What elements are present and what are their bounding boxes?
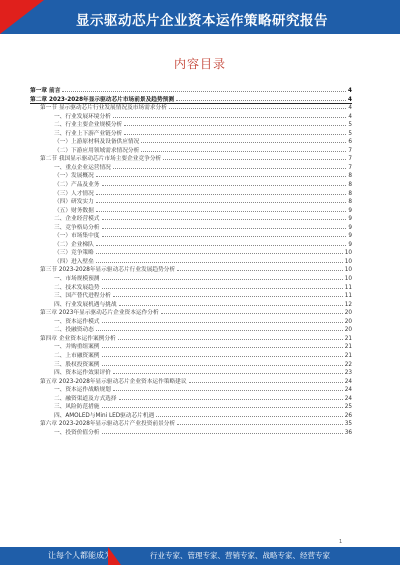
- toc-leader-dots: [113, 390, 343, 391]
- toc-entry-label: 第三节 2023-2028年显示驱动芯片行业发展趋势分析: [40, 267, 176, 274]
- toc-entry-label: 四、AMOLED与Mini LED驱动芯片机遇: [54, 412, 155, 419]
- toc-entry-label: 一、重点企业运营情况: [54, 164, 111, 171]
- toc-entry-label: （三）人才情况: [54, 190, 94, 197]
- table-of-contents: [30, 87, 352, 437]
- toc-entry-page: 9: [348, 207, 352, 214]
- toc-leader-dots: [102, 279, 343, 280]
- toc-leader-dots: [119, 399, 343, 400]
- toc-leader-dots: [102, 288, 343, 289]
- toc-entry-label: 一、行业发展环境分析: [54, 113, 111, 120]
- toc-entry-page: 22: [344, 361, 352, 368]
- toc-entry-label: 二、行业主要企业规模分析: [54, 122, 123, 129]
- toc-entry-page: 21: [344, 335, 352, 342]
- toc-row[interactable]: [30, 198, 352, 207]
- toc-leader-dots: [102, 356, 343, 357]
- toc-leader-dots: [62, 91, 346, 92]
- toc-entry-page: 11: [344, 293, 352, 300]
- toc-entry-page: 10: [344, 258, 352, 265]
- footer-tagline: 行业专家、管理专家、营销专家、战略专家、经营专家: [150, 551, 330, 560]
- toc-entry-page: 7: [348, 156, 352, 163]
- toc-row[interactable]: [30, 412, 352, 421]
- toc-leader-dots: [102, 433, 343, 434]
- toc-row[interactable]: [30, 241, 352, 250]
- toc-entry-label: 四、资本运作效果评价: [54, 370, 111, 377]
- toc-row[interactable]: [30, 361, 352, 370]
- toc-row[interactable]: [30, 190, 352, 199]
- toc-entry-label: 三、竞争格局分析: [54, 224, 100, 231]
- toc-heading: 内容目录: [173, 57, 226, 71]
- toc-entry-page: 4: [348, 113, 352, 120]
- toc-leader-dots: [118, 339, 343, 340]
- toc-row[interactable]: [30, 215, 352, 224]
- toc-entry-page: 24: [344, 395, 352, 402]
- toc-entry-label: 四、行业发展机遇与挑战: [54, 301, 117, 308]
- toc-leader-dots: [124, 134, 346, 135]
- toc-entry-page: 7: [348, 164, 352, 171]
- toc-entry-page: 12: [344, 301, 352, 308]
- toc-entry-page: 9: [348, 216, 352, 223]
- toc-entry-label: 二、技术发展趋势: [54, 284, 100, 291]
- toc-entry-page: 8: [348, 190, 352, 197]
- toc-entry-label: 三、国产替代进程分析: [54, 293, 111, 300]
- toc-entry-label: 第三章 2023年显示驱动芯片企业资本运作分析: [40, 310, 159, 317]
- toc-row[interactable]: [30, 155, 352, 164]
- toc-row[interactable]: [30, 386, 352, 395]
- toc-leader-dots: [96, 245, 347, 246]
- toc-row[interactable]: [30, 130, 352, 139]
- toc-row[interactable]: [30, 266, 352, 275]
- toc-entry-label: 三、风险防范措施: [54, 404, 100, 411]
- toc-leader-dots: [163, 159, 346, 160]
- toc-row[interactable]: [30, 104, 352, 113]
- toc-row[interactable]: [30, 249, 352, 258]
- toc-leader-dots: [96, 253, 343, 254]
- toc-leader-dots: [119, 305, 343, 306]
- toc-entry-page: 6: [348, 139, 352, 146]
- toc-row[interactable]: [30, 378, 352, 387]
- toc-leader-dots: [124, 125, 346, 126]
- toc-leader-dots: [161, 313, 343, 314]
- toc-row[interactable]: [30, 138, 352, 147]
- toc-leader-dots: [113, 168, 347, 169]
- toc-row[interactable]: [30, 121, 352, 130]
- toc-entry-label: 三、股权投资案例: [54, 361, 100, 368]
- toc-entry-page: 24: [344, 378, 352, 385]
- toc-entry-page: 35: [344, 421, 352, 428]
- toc-row[interactable]: [30, 147, 352, 156]
- footer-red-accent: [108, 547, 121, 565]
- toc-entry-page: 4: [348, 105, 352, 112]
- toc-row[interactable]: [30, 172, 352, 181]
- toc-row[interactable]: [30, 352, 352, 361]
- toc-leader-dots: [141, 151, 346, 152]
- toc-row[interactable]: [30, 429, 352, 438]
- toc-entry-page: 10: [344, 276, 352, 283]
- toc-entry-page: 10: [344, 267, 352, 274]
- page-number: 1: [339, 539, 343, 545]
- toc-leader-dots: [113, 296, 343, 297]
- toc-entry-label: 三、行业上下游产业链分析: [54, 130, 123, 137]
- toc-leader-dots: [102, 365, 343, 366]
- toc-entry-label: 二、企业经营模式: [54, 216, 100, 223]
- toc-row[interactable]: [30, 309, 352, 318]
- toc-entry-page: 8: [348, 199, 352, 206]
- toc-row[interactable]: [30, 369, 352, 378]
- toc-row[interactable]: [30, 403, 352, 412]
- toc-entry-page: 4: [348, 96, 352, 103]
- toc-leader-dots: [96, 330, 343, 331]
- toc-leader-dots: [102, 219, 347, 220]
- toc-row[interactable]: [30, 275, 352, 284]
- toc-entry-page: 9: [348, 233, 352, 240]
- toc-leader-dots: [96, 194, 347, 195]
- toc-entry-page: 4: [348, 88, 352, 94]
- toc-entry-label: 二、投融资动态: [54, 327, 94, 334]
- toc-leader-dots: [177, 270, 343, 271]
- toc-entry-page: 21: [344, 344, 352, 351]
- toc-entry-page: 8: [348, 182, 352, 189]
- toc-leader-dots: [177, 424, 343, 425]
- toc-row[interactable]: [30, 420, 352, 429]
- toc-entry-page: 5: [348, 122, 352, 129]
- toc-entry-label: 第二章 2023-2028年显示驱动芯片市场前景及趋势预测: [30, 96, 175, 103]
- toc-leader-dots: [176, 100, 346, 101]
- report-title: 显示驱动芯片企业资本运作策略研究报告: [76, 13, 328, 29]
- toc-row[interactable]: [30, 318, 352, 327]
- toc-entry-page: 25: [344, 404, 352, 411]
- header-red-accent: [0, 0, 44, 34]
- toc-entry-label: （四）进入壁垒: [54, 258, 94, 265]
- toc-row[interactable]: [30, 326, 352, 335]
- toc-row[interactable]: [30, 181, 352, 190]
- toc-entry-label: 一、市场规模预测: [54, 276, 100, 283]
- toc-entry-page: 20: [344, 318, 352, 325]
- toc-entry-label: 一、资本运作模式: [54, 318, 100, 325]
- toc-leader-dots: [96, 176, 347, 177]
- toc-entry-label: （二）企业梯队: [54, 241, 94, 248]
- toc-row[interactable]: [30, 207, 352, 216]
- toc-entry-label: （一）市场集中度: [54, 233, 100, 240]
- toc-leader-dots: [141, 142, 346, 143]
- toc-row[interactable]: [30, 301, 352, 310]
- toc-entry-label: 第二节 我国显示驱动芯片市场主要企业竞争分析: [40, 156, 162, 163]
- footer-bar: [0, 547, 400, 565]
- toc-entry-page: 10: [344, 250, 352, 257]
- toc-entry-page: 9: [348, 224, 352, 231]
- toc-entry-label: （二）下游应用领域需求情况分析: [54, 147, 140, 154]
- toc-row[interactable]: [30, 164, 352, 173]
- toc-entry-label: 一、并购重组案例: [54, 344, 100, 351]
- toc-entry-page: 21: [344, 352, 352, 359]
- toc-entry-label: 一、资本运作战略规划: [54, 387, 111, 394]
- toc-entry-page: 8: [348, 173, 352, 180]
- toc-entry-label: （四）研发实力: [54, 199, 94, 206]
- toc-leader-dots: [102, 185, 347, 186]
- toc-entry-label: （一）上游原材料及设备供应情况: [54, 139, 140, 146]
- toc-entry-page: 26: [344, 412, 352, 419]
- toc-leader-dots: [113, 373, 343, 374]
- toc-leader-dots: [96, 211, 347, 212]
- toc-leader-dots: [169, 108, 346, 109]
- toc-row[interactable]: [30, 292, 352, 301]
- toc-leader-dots: [156, 416, 343, 417]
- toc-leader-dots: [113, 117, 347, 118]
- toc-entry-label: （三）竞争策略: [54, 250, 94, 257]
- toc-leader-dots: [96, 262, 343, 263]
- toc-row[interactable]: [30, 96, 352, 105]
- footer-slogan: 让每个人都能成为: [48, 551, 112, 560]
- toc-entry-page: 20: [344, 310, 352, 317]
- toc-entry-page: 36: [344, 429, 352, 436]
- toc-entry-page: 11: [344, 284, 352, 291]
- toc-entry-page: 24: [344, 387, 352, 394]
- report-header-bar: [0, 0, 400, 34]
- toc-row[interactable]: [30, 343, 352, 352]
- toc-entry-label: 第六章 2023-2028年显示驱动芯片产业投资前景分析: [40, 421, 176, 428]
- toc-leader-dots: [189, 382, 343, 383]
- toc-entry-page: 20: [344, 327, 352, 334]
- toc-entry-label: 二、上市融资案例: [54, 352, 100, 359]
- toc-entry-page: 7: [348, 147, 352, 154]
- toc-row[interactable]: [30, 113, 352, 122]
- toc-entry-label: 第五章 2023-2028年显示驱动芯片企业资本运作策略建议: [40, 378, 187, 385]
- toc-row[interactable]: [30, 284, 352, 293]
- toc-leader-dots: [96, 202, 347, 203]
- toc-row[interactable]: [30, 224, 352, 233]
- toc-row[interactable]: [30, 395, 352, 404]
- toc-entry-label: （二）产品及业务: [54, 182, 100, 189]
- toc-entry-label: 第四章 企业资本运作案例分析: [40, 335, 116, 342]
- toc-entry-label: 第一节 显示驱动芯片行业发展情况及市场需求分析: [40, 105, 167, 112]
- toc-leader-dots: [102, 322, 343, 323]
- toc-row[interactable]: [30, 232, 352, 241]
- toc-entry-page: 23: [344, 370, 352, 377]
- toc-row[interactable]: [30, 87, 352, 96]
- toc-leader-dots: [102, 236, 347, 237]
- toc-entry-label: （一）发展概况: [54, 173, 94, 180]
- toc-row[interactable]: [30, 335, 352, 344]
- toc-leader-dots: [102, 407, 343, 408]
- toc-row[interactable]: [30, 258, 352, 267]
- toc-entry-label: （五）财务数据: [54, 207, 94, 214]
- toc-entry-label: 一、投资价值分析: [54, 429, 100, 436]
- toc-entry-page: 5: [348, 130, 352, 137]
- toc-leader-dots: [102, 228, 347, 229]
- toc-entry-label: 第一章 前言: [30, 88, 61, 94]
- toc-entry-page: 9: [348, 241, 352, 248]
- toc-leader-dots: [102, 347, 343, 348]
- toc-entry-label: 二、融资渠道及方式选择: [54, 395, 117, 402]
